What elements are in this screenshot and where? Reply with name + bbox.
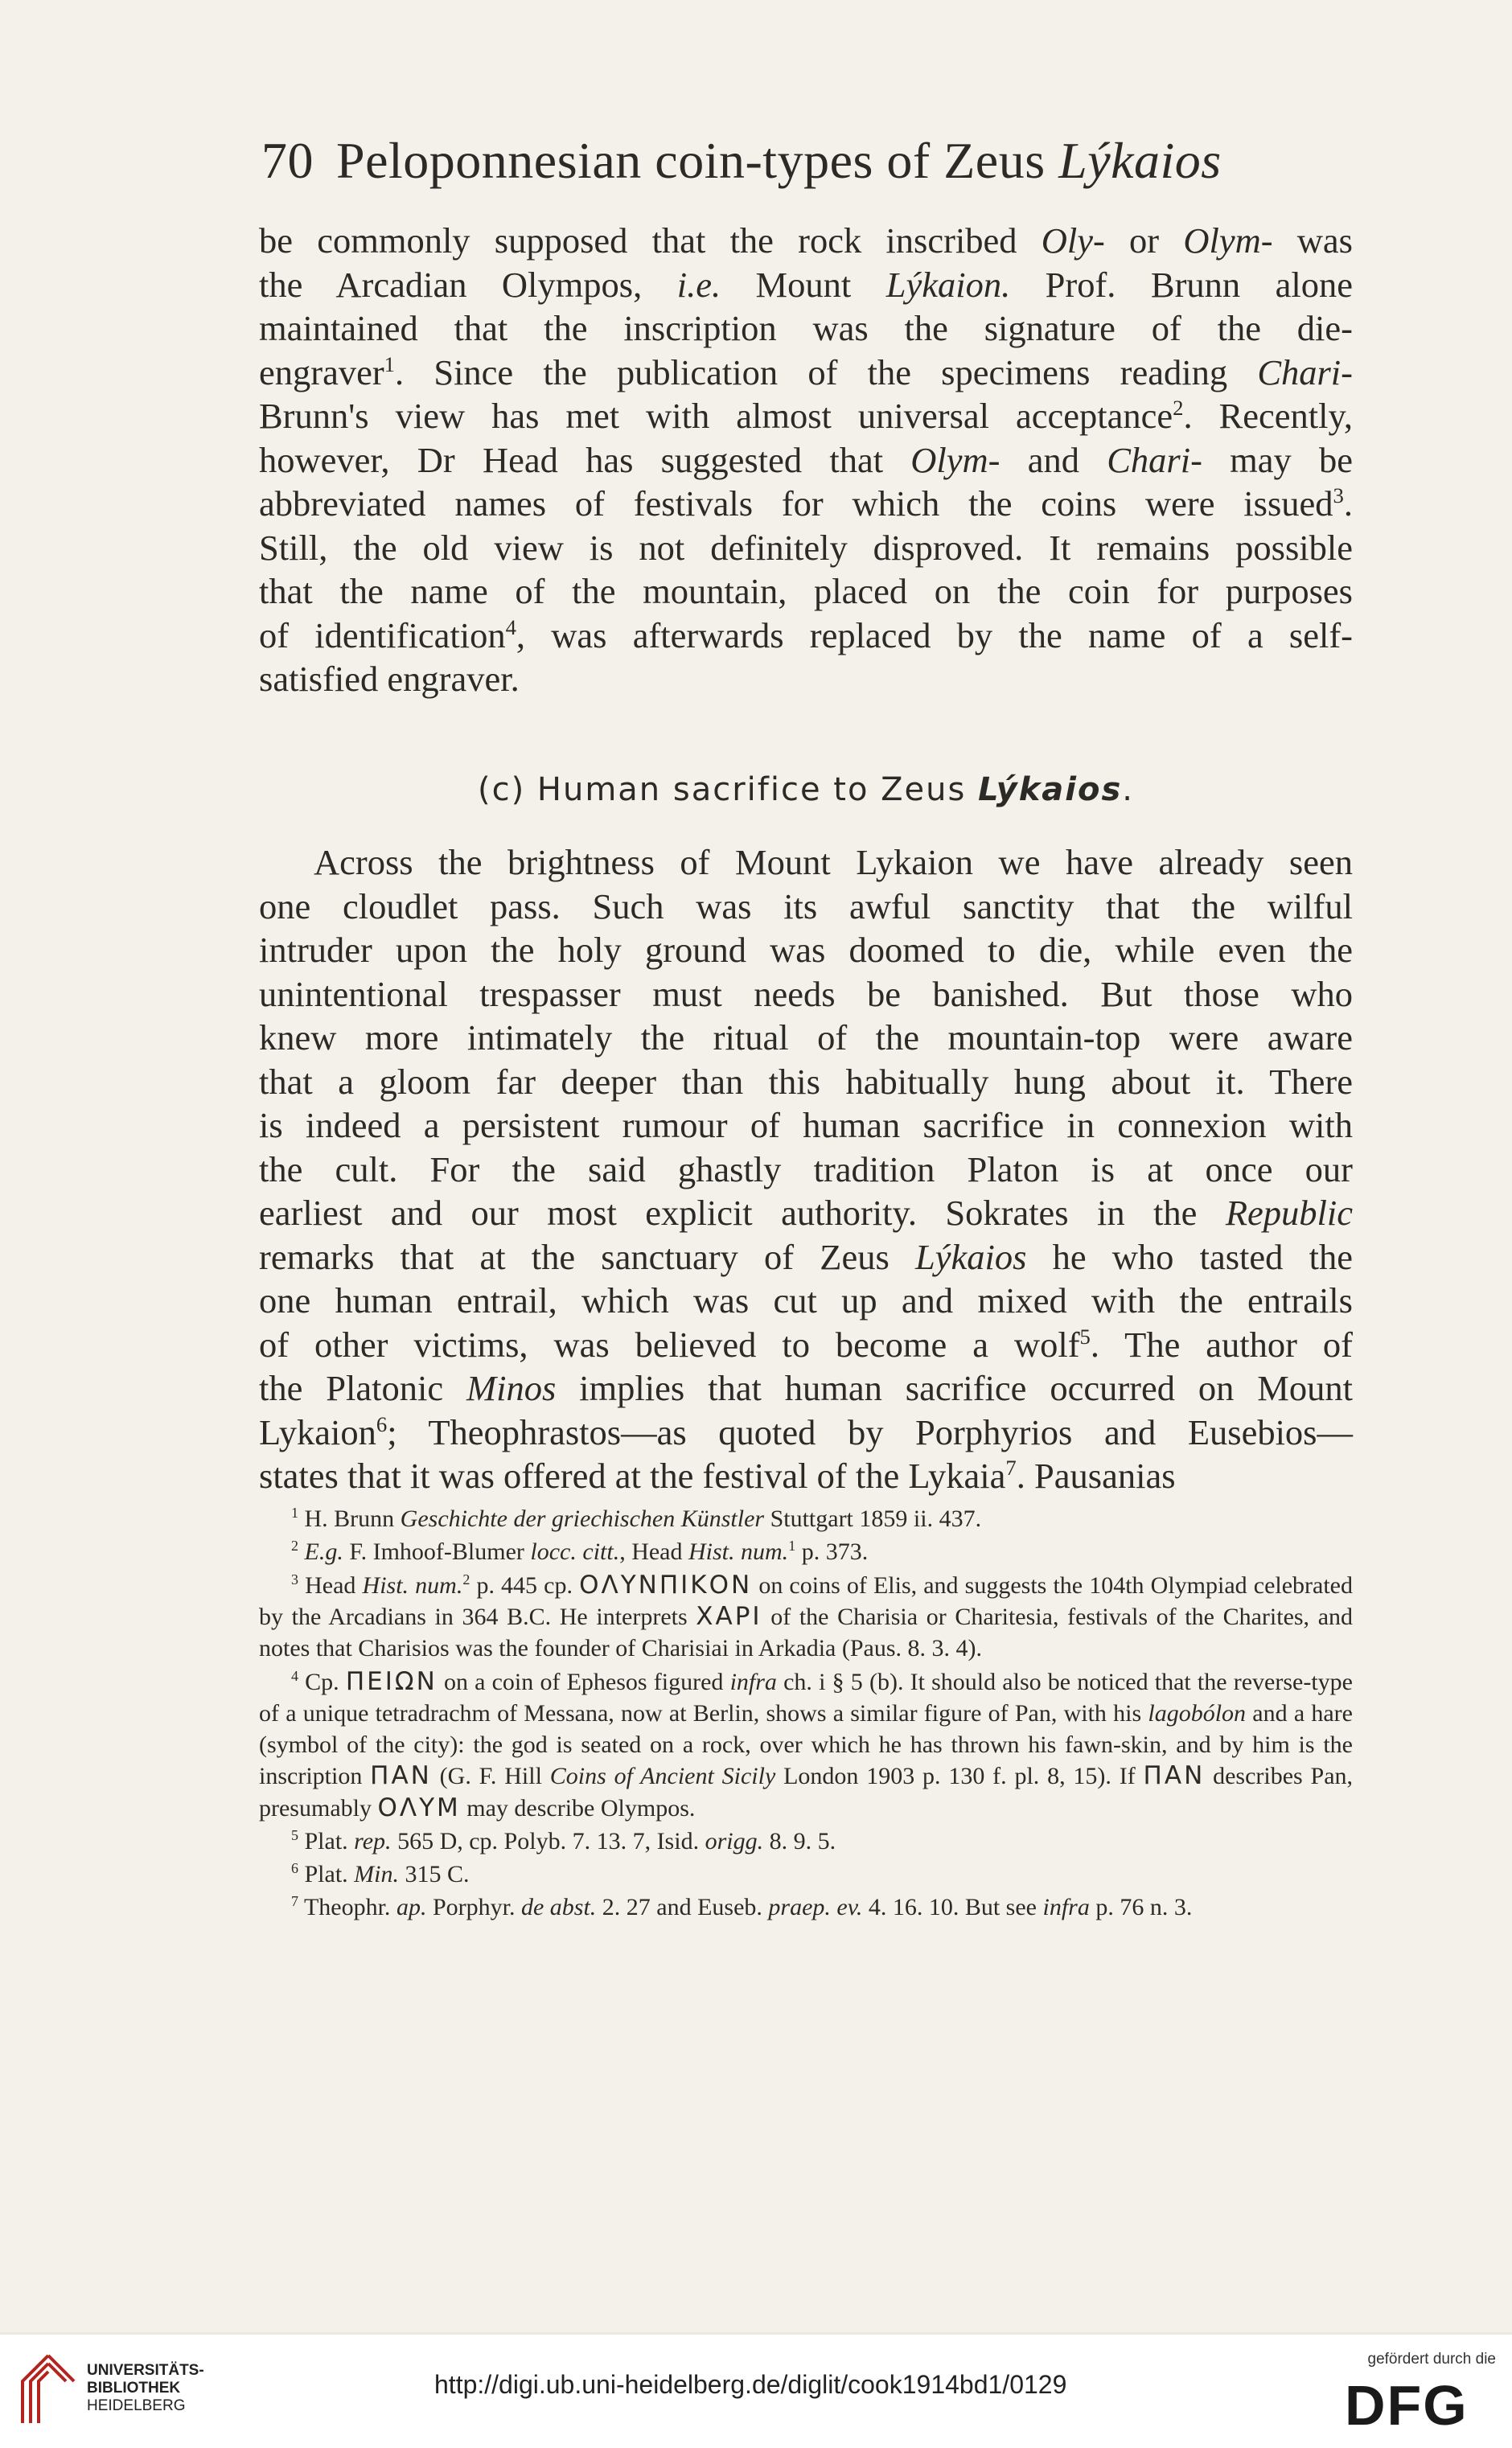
- text-line: of other victims, was believed to become a wolf$^5$. The author of: [259, 1324, 1353, 1365]
- text-line: states that it was offered at the festival of the Lykaia$^7$. Pausanias: [259, 1456, 1176, 1496]
- text-line: one human entrail, which was cut up and mixed with the entrails: [259, 1280, 1353, 1321]
- text-line: the Platonic Minos implies that human sacrifice occurred on Mount: [259, 1368, 1353, 1408]
- text-line: intruder upon the holy ground was doomed to die, while even the: [259, 930, 1353, 970]
- text-line: Lykaion$^6$; Theophrastos—as quoted by Porphyrios and Eusebios—: [259, 1411, 1353, 1452]
- text-line: the Arcadian Olympos, i.e. Mount Lýkaion. Prof. Brunn alone: [259, 264, 1353, 305]
- text-line: maintained that the inscription was the signature of the die-: [259, 308, 1353, 348]
- text-line: Brunn's view has met with almost universal acceptance$^2$. Recently,: [259, 396, 1353, 436]
- text-line: knew more intimately the ritual of the mountain-top were aware: [259, 1017, 1353, 1058]
- text-line: abbreviated names of festivals for which the coins were issued$^3$.: [259, 483, 1353, 524]
- page-number: 70: [261, 132, 314, 189]
- footnote: $^2$ E.g. F. Imhoof-Blumer locc. citt., Head Hist. num.$^1$ p. 373.: [291, 1537, 869, 1565]
- section-heading-suffix: .: [1122, 771, 1135, 808]
- university-library-logo-icon: [16, 2349, 80, 2430]
- running-title-italic: Lýkaios: [1058, 132, 1222, 189]
- text-line: one cloudlet pass. Such was its awful sanctity that the wilful: [259, 885, 1353, 926]
- library-name-line-1: UNIVERSITÄTS-: [87, 2362, 204, 2379]
- footnote: $^4$ Cp. ΠΕΙΩΝ on a coin of Ephesos figured infra ch. i § 5 (b). It should also be noticed that the reverse-type of a unique tetradrachm of Messana, now at Berlin, shows a similar figure of Pan, with his lagobólon and a hare (symbol of the city): the god is seated on a rock, over which he has thrown his fawn-skin, and by him is the inscription ΠΑΝ (G. F. Hill Coins of Ancient Sicily London 1903 p. 130 f. pl. 8, 15). If ΠΑΝ describes Pan, presumably ΟΛΥΜ may describe Olympos.: [259, 1666, 1354, 1823]
- footnotes: [259, 1504, 1353, 1924]
- footnote: $^6$ Plat. Min. 315 C.: [291, 1859, 470, 1887]
- running-header: [261, 121, 1363, 201]
- university-library-name: [87, 2362, 280, 2415]
- text-line: engraver$^1$. Since the publication of the specimens reading Chari-: [259, 351, 1353, 392]
- digitization-footer: [0, 2332, 1512, 2448]
- text-line: of identification$^4$, was afterwards replaced by the name of a self-: [259, 614, 1354, 655]
- text-line: satisfied engraver.: [259, 659, 520, 699]
- footnote: $^3$ Head Hist. num.$^2$ p. 445 cp. ΟΛΥΝΠΙΚΟΝ on coins of Elis, and suggests the 104th Olympiad celebrated by the Arcadians in 364 B.C. He interprets ΧΑΡΙ of the Charisia or Charitesia, festivals of the Charites, and notes that Charisios was the founder of Charisiai in Arkadia (Paus. 8. 3. 4).: [259, 1570, 1354, 1662]
- text-line: that a gloom far deeper than this habitually hung about it. There: [259, 1061, 1353, 1102]
- text-line: remarks that at the sanctuary of Zeus Lýkaios he who tasted the: [259, 1236, 1353, 1277]
- paragraph-human-sacrifice: [259, 840, 1353, 1498]
- library-name-line-3: HEIDELBERG: [87, 2397, 186, 2414]
- text-line: Still, the old view is not definitely disproved. It remains possible: [259, 527, 1353, 568]
- text-line: be commonly supposed that the rock inscribed Oly- or Olym- was: [259, 220, 1353, 261]
- funding-note: gefördert durch die: [1367, 2351, 1496, 2368]
- text-line: earliest and our most explicit authority. Sokrates in the Republic: [259, 1193, 1353, 1233]
- text-line: unintentional trespasser must needs be banished. But those who: [259, 973, 1353, 1014]
- section-heading-text: (c) Human sacrifice to Zeus: [477, 771, 967, 808]
- text-line: is indeed a persistent rumour of human sacrifice in connexion with: [259, 1105, 1353, 1145]
- library-name-line-2: BIBLIOTHEK: [87, 2380, 181, 2397]
- footnote: $^1$ H. Brunn Geschichte der griechischen Künstler Stuttgart 1859 ii. 437.: [291, 1505, 982, 1532]
- text-line: however, Dr Head has suggested that Olym- and Chari- may be: [259, 439, 1353, 480]
- section-heading-italic: Lýkaios: [978, 771, 1123, 808]
- footnote: $^5$ Plat. rep. 565 D, cp. Polyb. 7. 13. 7, Isid. origg. 8. 9. 5.: [291, 1826, 836, 1854]
- dfg-logo: DFG: [1345, 2374, 1469, 2437]
- paragraph-continuation: [259, 219, 1353, 701]
- text-line: the cult. For the said ghastly tradition Platon is at once our: [259, 1148, 1353, 1189]
- running-title: Peloponnesian coin-types of Zeus: [336, 132, 1046, 189]
- text-line: Across the brightness of Mount Lykaion we have already seen: [314, 842, 1353, 882]
- text-line: that the name of the mountain, placed on the coin for purposes: [259, 571, 1353, 611]
- permalink-url[interactable]: http://digi.ub.uni-heidelberg.de/diglit/cook1914bd1/0129: [434, 2370, 1067, 2399]
- section-heading: [259, 768, 1353, 811]
- footnote: $^7$ Theophr. ap. Porphyr. de abst. 2. 27 and Euseb. praep. ev. 4. 16. 10. But see infra p. 76 n. 3.: [291, 1892, 1193, 1920]
